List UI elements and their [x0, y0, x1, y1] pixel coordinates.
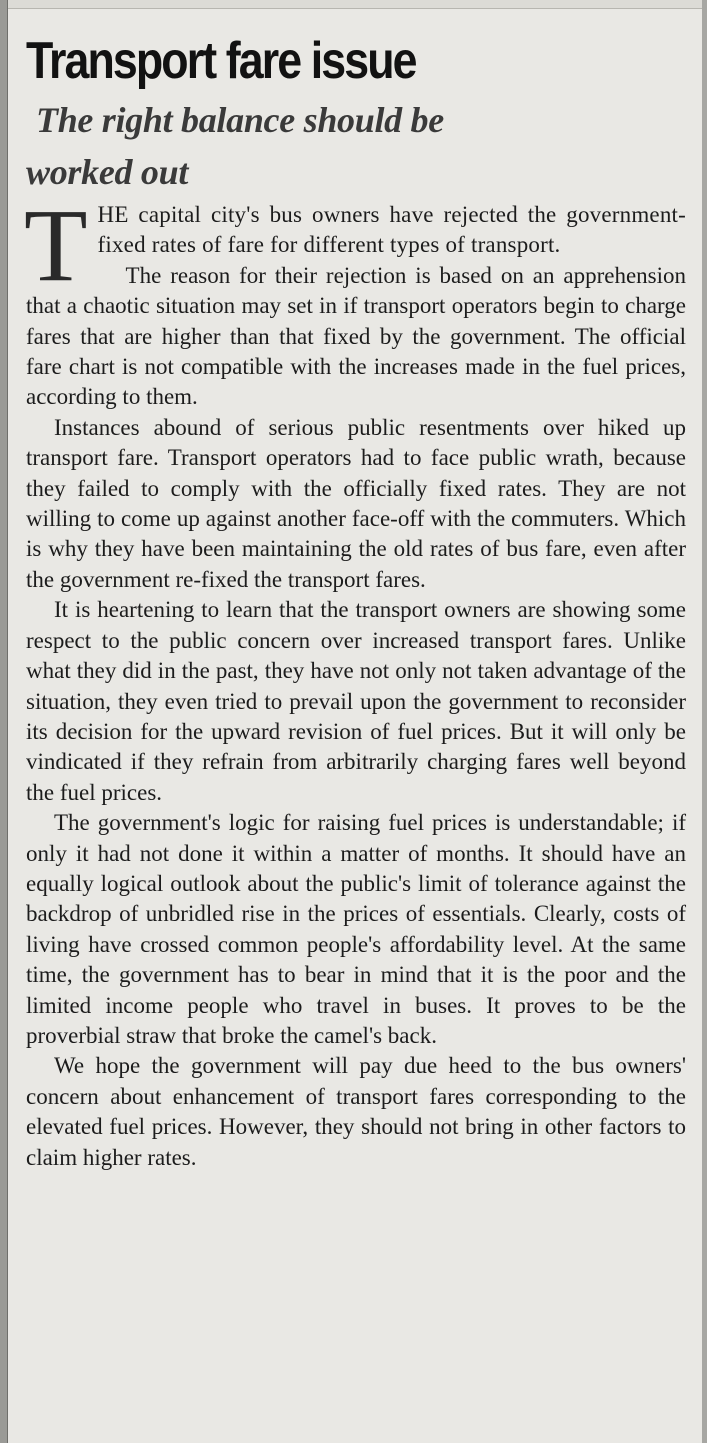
- headline: Transport fare issue: [26, 32, 416, 90]
- page-left-border: [0, 0, 8, 1443]
- paragraph-2: The reason for their rejection is based on an apprehension that a chaotic situation may set in if transport operators begin to charge fares that are higher than that fixed by the government. The official fare chart is not compatible with the increases made in the fuel prices, according to them.: [26, 262, 686, 410]
- lead-paragraph: [24, 188, 686, 303]
- paragraph-6: We hope the government will pay due heed to the bus owners' concern about enhancement of transport fares corresponding to the elevated fuel prices. However, they should not bring in other factors to claim higher rates.: [26, 1053, 686, 1170]
- page-right-border: [702, 0, 707, 1443]
- page-top-edge: [0, 0, 707, 9]
- editorial-article: [26, 30, 686, 1173]
- drop-cap: T: [24, 188, 88, 303]
- paragraph-5: The government's logic for raising fuel prices is understandable; if only it had not done it within a matter of months. It should have an equally logical outlook about the public's limit of tolerance against the backdrop of unbridled rise in the prices of essentials. Clearly, costs of living have crossed common people's affordability level. At the same time, the government has to bear in mind that it is the poor and the limited income people who travel in buses. It proves to be the proverbial straw that broke the camel's back.: [26, 810, 686, 1048]
- subheadline-line-2: worked out: [26, 152, 189, 192]
- paragraph-4: It is heartening to learn that the transport owners are showing some respect to the public concern over increased transport fares. Unlike what they did in the past, they have not only not taken advantage of the situation, they even tried to prevail upon the government to reconsider its decision for the upward revision of fuel prices. But it will only be vindicated if they refrain from arbitrarily charging fares well beyond the fuel prices.: [26, 597, 686, 805]
- paragraph-3: Instances abound of serious public resentments over hiked up transport fare. Transport operators had to face public wrath, because they failed to comply with the officially fixed rates. They are not willing to come up against another face-off with the commuters. Which is why they have been maintaining the old rates of bus fare, even after the government re-fixed the transport fares.: [26, 414, 686, 592]
- lead-paragraph-text: HE capital city's bus owners have rejected the government-fixed rates of fare for different types of transport.: [97, 202, 686, 258]
- article-body: [24, 188, 686, 1173]
- subheadline-line-1: The right balance should be: [36, 100, 444, 140]
- subheadline: [26, 94, 686, 198]
